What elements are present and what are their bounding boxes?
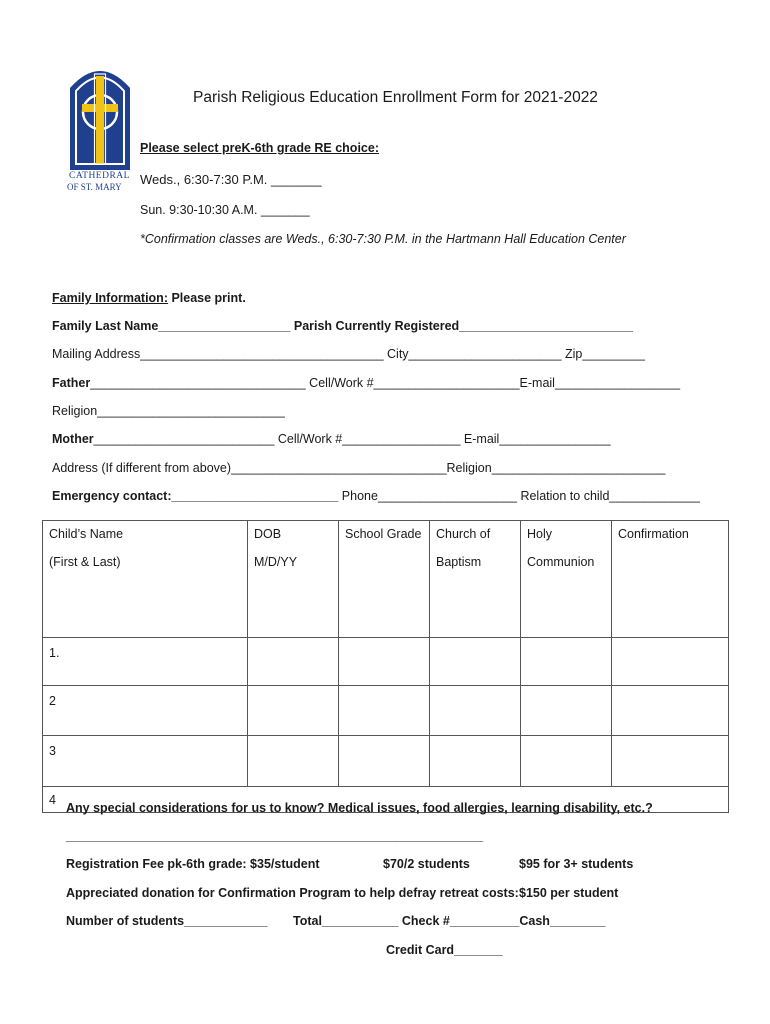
registration-fee: Registration Fee pk-6th grade: $35/student: [66, 857, 320, 871]
mother-label: Mother: [52, 432, 94, 446]
row-baptism[interactable]: [430, 686, 521, 736]
row-confirmation[interactable]: [612, 686, 729, 736]
header-school-grade: School Grade: [339, 521, 430, 638]
row-communion[interactable]: [521, 736, 612, 787]
emergency-label: Emergency contact:________________________: [52, 489, 339, 503]
mother-line: __________________________ Cell/Work #_________________ E-mail________________: [93, 432, 611, 446]
alt-address-field[interactable]: Address (If different from above)_______________________________Religion_________________________: [52, 461, 666, 475]
mailing-address-field[interactable]: Mailing Address___________________________________ City______________________ Zip_________: [52, 347, 645, 361]
family-info-label: Family Information:: [52, 291, 168, 305]
row-baptism[interactable]: [430, 736, 521, 787]
number-of-students-field[interactable]: Number of students____________: [66, 914, 268, 928]
logo-text-st-mary: OF ST. MARY: [67, 182, 122, 192]
row-confirmation[interactable]: [612, 638, 729, 686]
family-last-name-field[interactable]: Family Last Name___________________ Parish Currently Registered_________________________: [52, 319, 633, 333]
father-label: Father: [52, 376, 91, 390]
row-grade[interactable]: [339, 686, 430, 736]
children-table: [42, 520, 729, 813]
special-considerations-question: Any special considerations for us to know? Medical issues, food allergies, learning disability, etc.?: [66, 801, 653, 815]
header-dob: DOB M/D/YY: [248, 521, 339, 638]
table-header-row: [43, 521, 729, 638]
mother-field[interactable]: [52, 432, 611, 446]
cathedral-cross-icon: [67, 60, 133, 170]
page-title: Parish Religious Education Enrollment Form for 2021-2022: [193, 89, 598, 106]
row-confirmation[interactable]: [612, 736, 729, 787]
row-dob[interactable]: [248, 736, 339, 787]
family-info-heading: [52, 291, 246, 305]
header-holy-communion: Holy Communion: [521, 521, 612, 638]
row-child-name[interactable]: 2: [43, 686, 248, 736]
emergency-contact-field[interactable]: [52, 489, 700, 503]
father-line: _______________________________ Cell/Work #_____________________E-mail__________________: [90, 376, 681, 390]
row-child-name[interactable]: 4: [43, 787, 729, 813]
row-child-name[interactable]: 1.: [43, 638, 248, 686]
logo-text-cathedral: CATHEDRAL: [69, 171, 130, 181]
father-field[interactable]: [52, 376, 680, 390]
emergency-line: Phone____________________ Relation to child_____________: [338, 489, 700, 503]
please-print: Please print.: [167, 291, 246, 305]
row-communion[interactable]: [521, 638, 612, 686]
confirmation-note: *Confirmation classes are Weds., 6:30-7:30 P.M. in the Hartmann Hall Education Center: [140, 232, 626, 246]
cathedral-logo: [67, 60, 133, 200]
table-row: [43, 638, 729, 686]
donation-amount: $150 per student: [519, 886, 619, 900]
credit-card-field[interactable]: Credit Card_______: [386, 943, 503, 957]
total-check-cash-field[interactable]: Total___________ Check #__________Cash________: [293, 914, 606, 928]
table-row: [43, 686, 729, 736]
header-confirmation: Confirmation: [612, 521, 729, 638]
header-childs-name: Child’s Name (First & Last): [43, 521, 248, 638]
header-church-of-baptism: Church of Baptism: [430, 521, 521, 638]
row-grade[interactable]: [339, 638, 430, 686]
donation-label: Appreciated donation for Confirmation Program to help defray retreat costs:: [66, 886, 519, 900]
table-row: [43, 736, 729, 787]
row-grade[interactable]: [339, 736, 430, 787]
row-dob[interactable]: [248, 686, 339, 736]
religion-field[interactable]: Religion___________________________: [52, 404, 285, 418]
re-choice-heading: Please select preK-6th grade RE choice:: [140, 141, 379, 155]
fee-three-students: $95 for 3+ students: [519, 857, 634, 871]
special-considerations-line[interactable]: ____________________________________________________________: [66, 829, 484, 843]
row-baptism[interactable]: [430, 638, 521, 686]
weds-option[interactable]: Weds., 6:30-7:30 P.M. _______: [140, 172, 322, 187]
row-communion[interactable]: [521, 686, 612, 736]
row-child-name[interactable]: 3: [43, 736, 248, 787]
row-dob[interactable]: [248, 638, 339, 686]
fee-two-students: $70/2 students: [383, 857, 470, 871]
sun-option[interactable]: Sun. 9:30-10:30 A.M. _______: [140, 203, 310, 217]
